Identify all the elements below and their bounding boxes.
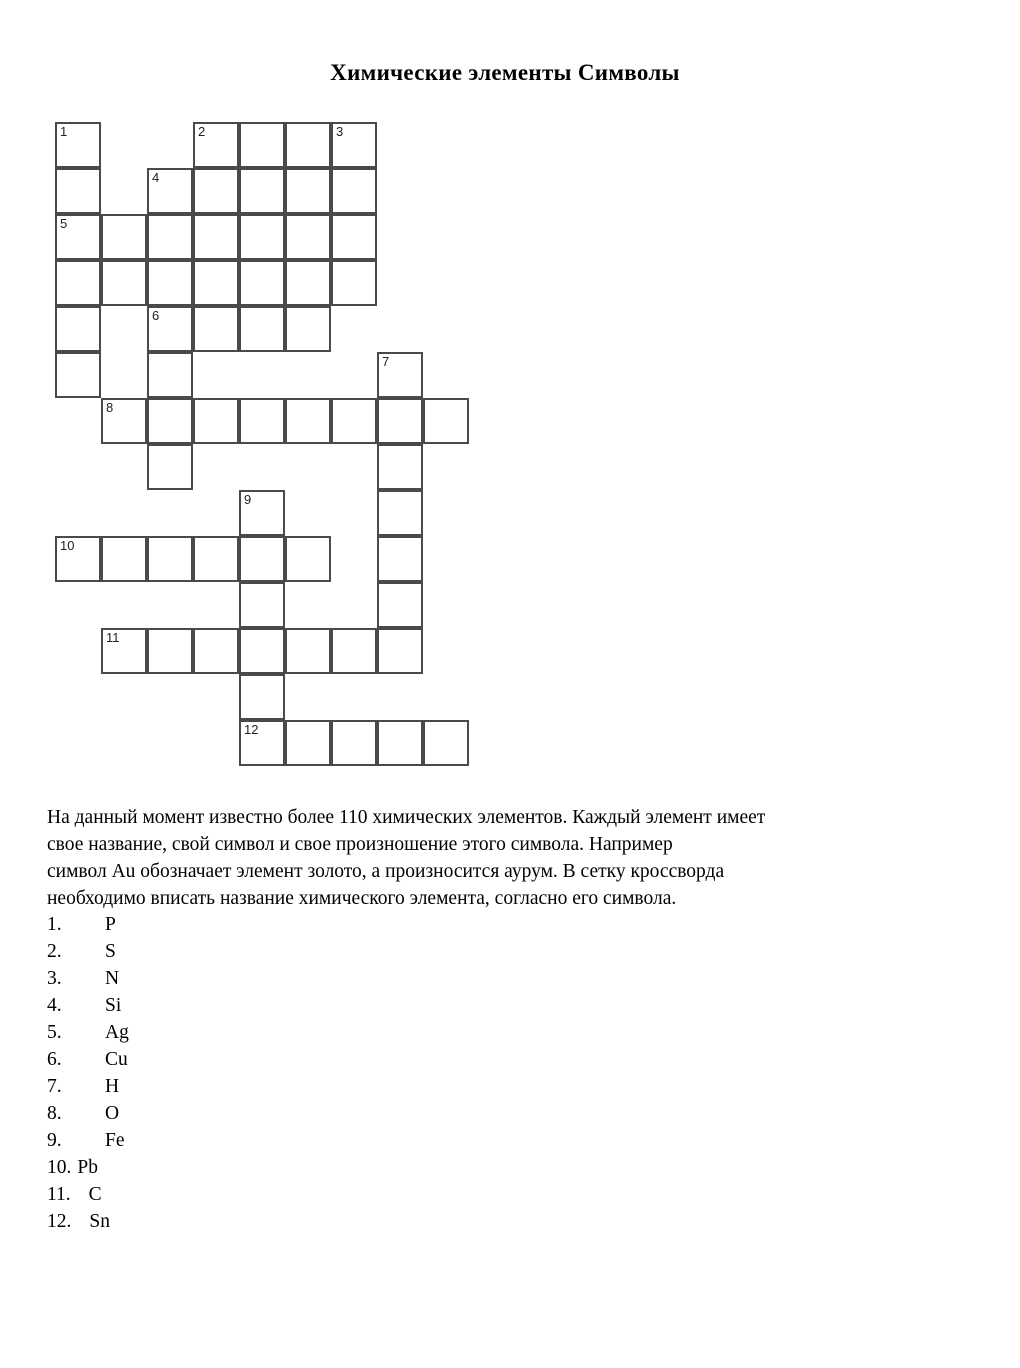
- clue-number: 11.: [47, 1184, 71, 1205]
- crossword-cell[interactable]: [193, 214, 239, 260]
- clue-item: [47, 1019, 129, 1046]
- clue-number: 8.: [47, 1103, 62, 1124]
- cell-number: 12: [244, 722, 259, 737]
- cell-number: 4: [152, 170, 160, 185]
- crossword-cell[interactable]: [147, 398, 193, 444]
- clue-number: 1.: [47, 914, 62, 935]
- clue-symbol: Cu: [105, 1049, 128, 1070]
- crossword-cell[interactable]: [239, 168, 285, 214]
- cell-number: 10: [60, 538, 75, 553]
- crossword-cell[interactable]: [285, 260, 331, 306]
- crossword-cell[interactable]: [285, 398, 331, 444]
- clue-number: 12.: [47, 1211, 72, 1232]
- crossword-cell[interactable]: [377, 398, 423, 444]
- clue-number: 2.: [47, 941, 62, 962]
- cell-number: 9: [244, 492, 252, 507]
- crossword-cell[interactable]: [239, 122, 285, 168]
- clue-item: [47, 965, 129, 992]
- clue-item: [47, 992, 129, 1019]
- clue-symbol: S: [105, 941, 116, 962]
- crossword-cell[interactable]: [193, 628, 239, 674]
- clue-number: 7.: [47, 1076, 62, 1097]
- instructions-line: свое название, свой символ и свое произношение этого символа. Например: [47, 834, 673, 855]
- crossword-cell[interactable]: [331, 628, 377, 674]
- clue-list: [47, 911, 129, 1235]
- crossword-cell[interactable]: [193, 260, 239, 306]
- cell-number: 6: [152, 308, 160, 323]
- crossword-cell[interactable]: [331, 122, 377, 168]
- crossword-cell[interactable]: [147, 214, 193, 260]
- crossword-cell[interactable]: [239, 582, 285, 628]
- crossword-cell[interactable]: [285, 168, 331, 214]
- instructions-line: символ Au обозначает элемент золото, а произносится аурум. В сетку кроссворда: [47, 861, 725, 882]
- clue-item: [47, 1046, 129, 1073]
- crossword-cell[interactable]: [331, 168, 377, 214]
- clue-number: 9.: [47, 1130, 62, 1151]
- clue-symbol: C: [88, 1184, 102, 1205]
- clue-item: [47, 911, 129, 938]
- clue-symbol: Si: [105, 995, 122, 1016]
- crossword-cell[interactable]: [377, 582, 423, 628]
- crossword-cell[interactable]: [285, 214, 331, 260]
- clue-item: [47, 1181, 129, 1208]
- clue-symbol: H: [105, 1076, 120, 1097]
- clue-symbol: O: [105, 1103, 120, 1124]
- crossword-cell[interactable]: [331, 398, 377, 444]
- crossword-cell[interactable]: [239, 628, 285, 674]
- instructions-line: На данный момент известно более 110 химических элементов. Каждый элемент имеет: [47, 807, 766, 828]
- crossword-cell[interactable]: [55, 306, 101, 352]
- crossword-cell[interactable]: [193, 306, 239, 352]
- cell-number: 2: [198, 124, 206, 139]
- crossword-cell[interactable]: [285, 720, 331, 766]
- crossword-cell[interactable]: [55, 168, 101, 214]
- clue-symbol: N: [105, 968, 120, 989]
- crossword-cell[interactable]: [377, 444, 423, 490]
- crossword-cell[interactable]: [55, 260, 101, 306]
- crossword-cell[interactable]: [239, 306, 285, 352]
- crossword-cell[interactable]: [55, 536, 101, 582]
- crossword-cell[interactable]: [239, 536, 285, 582]
- cell-number: 11: [106, 630, 120, 645]
- crossword-cell[interactable]: [147, 306, 193, 352]
- crossword-cell[interactable]: [331, 214, 377, 260]
- crossword-cell[interactable]: [147, 260, 193, 306]
- crossword-cell[interactable]: [239, 490, 285, 536]
- crossword-cell[interactable]: [147, 536, 193, 582]
- clue-symbol: Sn: [89, 1211, 110, 1232]
- cell-number: 7: [382, 354, 390, 369]
- crossword-cell[interactable]: [377, 352, 423, 398]
- clue-number: 5.: [47, 1022, 62, 1043]
- crossword-cell[interactable]: [101, 628, 147, 674]
- crossword-cell[interactable]: [423, 720, 469, 766]
- clue-symbol: Fe: [105, 1130, 125, 1151]
- crossword-cell[interactable]: [423, 398, 469, 444]
- clue-number: 4.: [47, 995, 62, 1016]
- crossword-cell[interactable]: [55, 122, 101, 168]
- crossword-cell[interactable]: [285, 306, 331, 352]
- clue-item: [47, 1208, 129, 1235]
- crossword-cell[interactable]: [239, 398, 285, 444]
- crossword-cell[interactable]: [377, 490, 423, 536]
- crossword-cell[interactable]: [193, 398, 239, 444]
- cell-number: 5: [60, 216, 68, 231]
- cell-number: 8: [106, 400, 114, 415]
- crossword-cell[interactable]: [239, 674, 285, 720]
- instructions-line: необходимо вписать название химического элемента, согласно его символа.: [47, 888, 677, 909]
- crossword-cell[interactable]: [193, 536, 239, 582]
- clue-item: [47, 1154, 129, 1181]
- crossword-cell[interactable]: [147, 444, 193, 490]
- crossword-cell[interactable]: [147, 628, 193, 674]
- crossword-cell[interactable]: [147, 168, 193, 214]
- clue-item: [47, 1100, 129, 1127]
- clue-number: 3.: [47, 968, 62, 989]
- instructions: [47, 804, 967, 912]
- crossword-cell[interactable]: [55, 214, 101, 260]
- crossword-cell[interactable]: [101, 214, 147, 260]
- clue-number: 10.: [47, 1157, 72, 1178]
- cell-number: 3: [336, 124, 344, 139]
- crossword-cell[interactable]: [101, 260, 147, 306]
- clue-symbol: P: [105, 914, 116, 935]
- crossword-cell[interactable]: [285, 122, 331, 168]
- crossword-cell[interactable]: [55, 352, 101, 398]
- crossword-cell[interactable]: [239, 214, 285, 260]
- crossword-cell[interactable]: [377, 720, 423, 766]
- crossword-cell[interactable]: [239, 720, 285, 766]
- clue-item: [47, 938, 129, 965]
- cell-number: 1: [60, 124, 68, 139]
- clue-number: 6.: [47, 1049, 62, 1070]
- clue-symbol: Ag: [105, 1022, 129, 1043]
- clue-item: [47, 1127, 129, 1154]
- crossword-cell[interactable]: [331, 260, 377, 306]
- crossword-cell[interactable]: [331, 720, 377, 766]
- crossword-cell[interactable]: [285, 628, 331, 674]
- crossword-cell[interactable]: [377, 628, 423, 674]
- clue-item: [47, 1073, 129, 1100]
- page-title: Химические элементы Символы: [330, 60, 680, 85]
- crossword-cell[interactable]: [101, 536, 147, 582]
- crossword-cell[interactable]: [193, 122, 239, 168]
- crossword-cell[interactable]: [285, 536, 331, 582]
- crossword-cell[interactable]: [193, 168, 239, 214]
- crossword-cell[interactable]: [239, 260, 285, 306]
- clue-symbol: Pb: [77, 1157, 98, 1178]
- crossword-cell[interactable]: [377, 536, 423, 582]
- crossword-cell[interactable]: [147, 352, 193, 398]
- crossword-cell[interactable]: [101, 398, 147, 444]
